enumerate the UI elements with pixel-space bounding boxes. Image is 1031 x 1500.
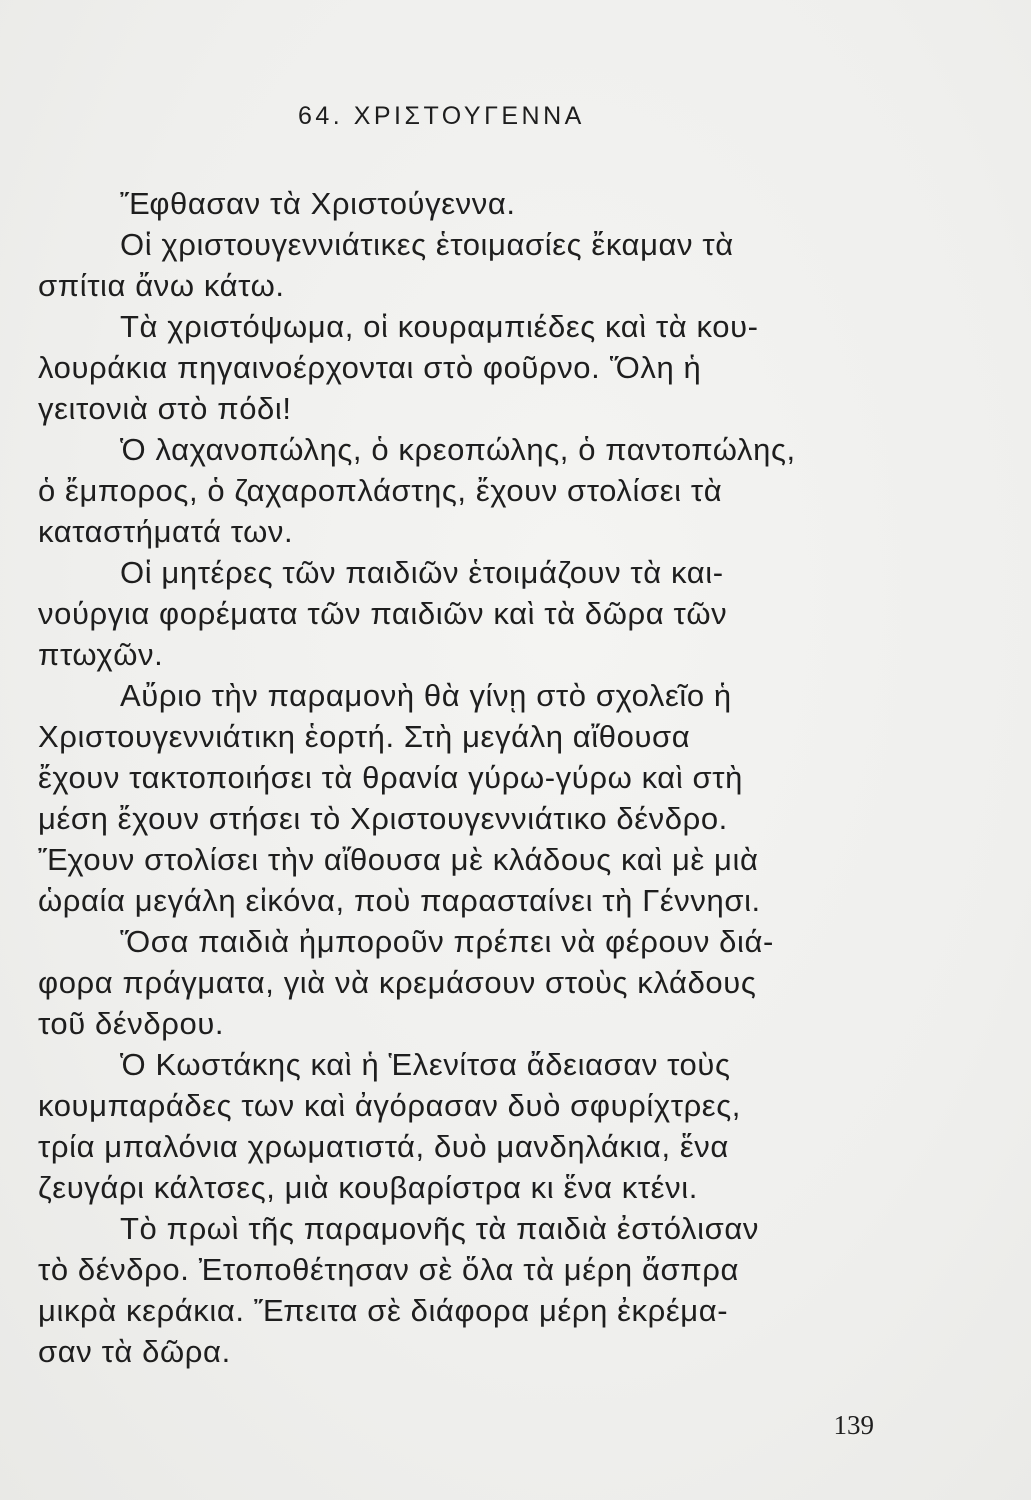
text-line: Οἱ μητέρες τῶν παιδιῶν ἑτοιμάζουν τὰ και-: [120, 555, 724, 590]
text-line: Οἱ χριστουγεννιάτικες ἑτοιμασίες ἔκαμαν τὰ: [120, 227, 734, 262]
text-line: Ὁ Κωστάκης καὶ ἡ Ἑλενίτσα ἄδειασαν τοὺς: [120, 1047, 731, 1082]
text-line: γειτονιὰ στὸ πόδι!: [38, 391, 292, 426]
text-line: ζευγάρι κάλτσες, μιὰ κουβαρίστρα κι ἕνα κτένι.: [38, 1170, 698, 1205]
text-line: καταστήματά των.: [38, 514, 294, 549]
text-line: Αὔριο τὴν παραμονὴ θὰ γίνῃ στὸ σχολεῖο ἡ: [120, 678, 732, 713]
chapter-title: 64. ΧΡΙΣΤΟΥΓΕΝΝΑ: [298, 102, 585, 130]
text-line: νούργια φορέματα τῶν παιδιῶν καὶ τὰ δῶρα τῶν: [38, 596, 728, 631]
page-number: 139: [833, 1410, 874, 1440]
text-line: Ἔχουν στολίσει τὴν αἴθουσα μὲ κλάδους καὶ μὲ μιὰ: [38, 842, 759, 877]
text-line: ὡραία μεγάλη εἰκόνα, ποὺ παρασταίνει τὴ Γέννησι.: [38, 883, 761, 918]
text-line: σαν τὰ δῶρα.: [38, 1334, 231, 1369]
text-line: Χριστουγεννιάτικη ἑορτή. Στὴ μεγάλη αἴθουσα: [38, 719, 691, 754]
text-line: σπίτια ἄνω κάτω.: [38, 268, 285, 303]
text-line: πτωχῶν.: [38, 637, 164, 672]
text-line: Ὅσα παιδιὰ ἠμποροῦν πρέπει νὰ φέρουν διά-: [120, 924, 774, 959]
text-line: τὸ δένδρο. Ἐτοποθέτησαν σὲ ὅλα τὰ μέρη ἄσπρα: [38, 1252, 739, 1287]
text-line: μικρὰ κεράκια. Ἔπειτα σὲ διάφορα μέρη ἐκρέμα-: [38, 1293, 729, 1328]
text-line: μέση ἔχουν στήσει τὸ Χριστουγεννιάτικο δένδρο.: [38, 801, 728, 836]
text-line: Τὰ χριστόψωμα, οἱ κουραμπιέδες καὶ τὰ κου-: [120, 309, 759, 344]
text-line: τοῦ δένδρου.: [38, 1006, 225, 1041]
text-line: τρία μπαλόνια χρωματιστά, δυὸ μανδηλάκια, ἕνα: [38, 1129, 729, 1164]
text-line: κουμπαράδες των καὶ ἀγόρασαν δυὸ σφυρίχτρες,: [38, 1088, 741, 1123]
text-line: ὁ ἔμπορος, ὁ ζαχαροπλάστης, ἔχουν στολίσει τὰ: [38, 473, 723, 508]
text-line: Ἔφθασαν τὰ Χριστούγεννα.: [120, 186, 516, 221]
text-line: Τὸ πρωὶ τῆς παραμονῆς τὰ παιδιὰ ἐστόλισαν: [120, 1211, 759, 1246]
text-line: ἔχουν τακτοποιήσει τὰ θρανία γύρω-γύρω καὶ στὴ: [38, 760, 743, 795]
text-line: Ὁ λαχανοπώλης, ὁ κρεοπώλης, ὁ παντοπώλης,: [120, 432, 796, 467]
text-line: λουράκια πηγαινοέρχονται στὸ φοῦρνο. Ὅλη ἡ: [38, 350, 702, 385]
text-line: φορα πράγματα, γιὰ νὰ κρεμάσουν στοὺς κλάδους: [38, 965, 757, 1000]
body-text: [38, 183, 878, 1372]
